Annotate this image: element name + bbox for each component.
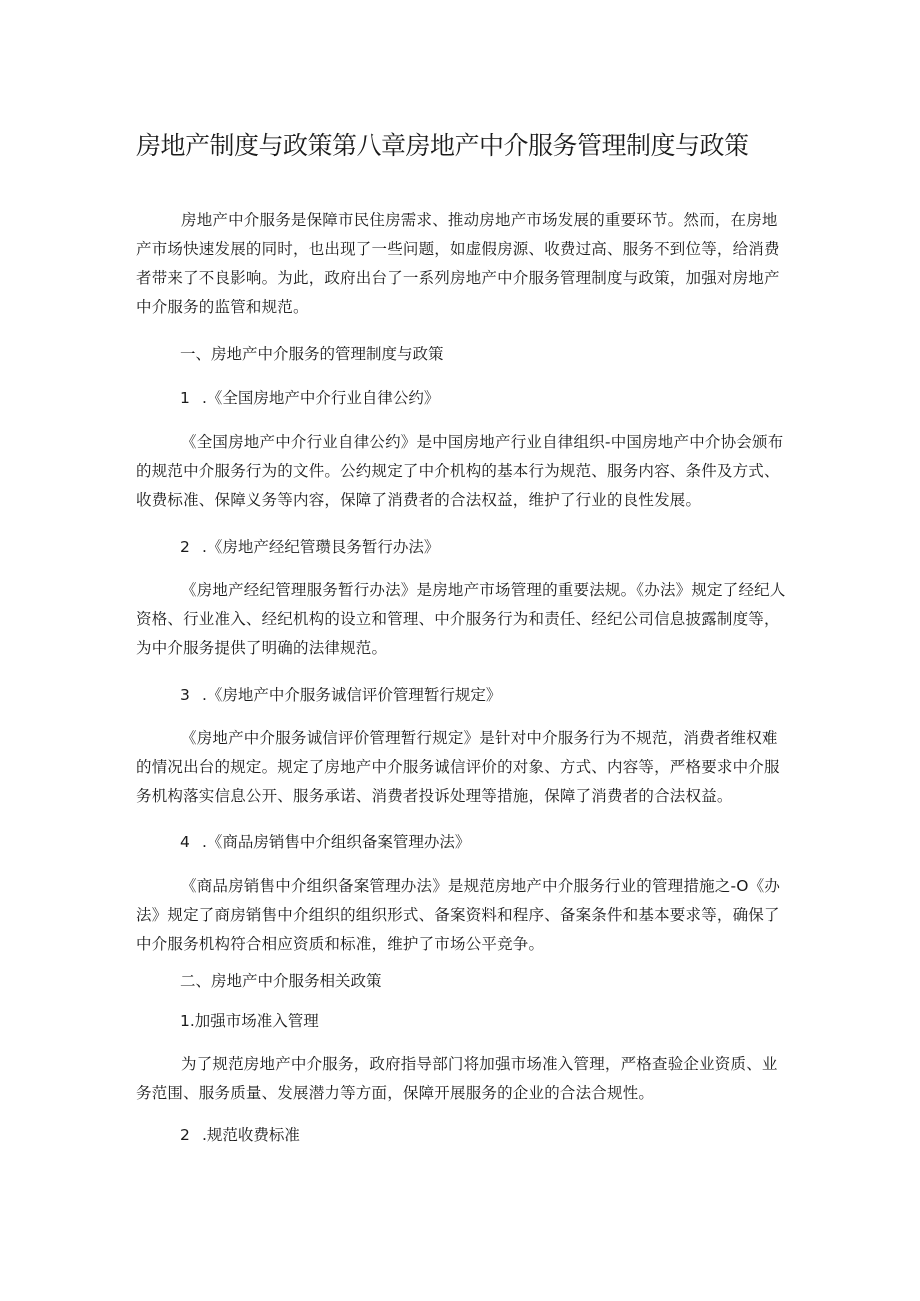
item-4-heading — [180, 828, 470, 857]
item-2-title: .《房地产经纪管瓒艮务暂行办法》 — [202, 538, 440, 556]
policy-2-heading — [180, 1121, 300, 1150]
policy-2-title: .规范收费标准 — [202, 1126, 300, 1144]
item-3-heading — [180, 681, 501, 710]
item-1-number: 1 — [180, 389, 190, 407]
policy-2-number: 2 — [180, 1126, 190, 1144]
item-3-body: 《房地产中介服务诚信评价管理暂行规定》是针对中介服务行为不规范，消费者维权难的情况出台的规定。规定了房地产中介服务诚信评价的对象、方式、内容等，严格要求中介服务机构落实信息公开、服务承诺、消费者投诉处理等措施，保障了消费者的合法权益。 — [136, 729, 780, 805]
intro-paragraph: 房地产中介服务是保障市民住房需求、推动房地产市场发展的重要环节。然而，在房地产市场快速发展的同时，也出现了一些问题，如虚假房源、收费过高、服务不到位等，给消费者带来了不良影响。为此，政府出台了一系列房地产中介服务管理制度与政策，加强对房地产中介服务的监管和规范。 — [136, 211, 780, 316]
item-4-title: .《商品房销售中介组织备案管理办法》 — [202, 833, 471, 851]
item-1-heading — [180, 384, 439, 413]
item-4-body: 《商品房销售中介组织备案管理办法》是规范房地产中介服务行业的管理措施之-O《办法》规定了商房销售中介组织的组织形式、备案资料和程序、备案条件和基本要求等，确保了中介服务机构符合相应资质和标准，维护了市场公平竞争。 — [136, 877, 781, 953]
document-title: 房地产制度与政策第八章房地产中介服务管理制度与政策 — [136, 131, 749, 160]
item-2-body: 《房地产经纪管理服务暂行办法》是房地产市场管理的重要法规。《办法》规定了经纪人资格、行业准入、经纪机构的设立和管理、中介服务行为和责任、经纪公司信息披露制度等，为中介服务提供了明确的法律规范。 — [136, 581, 786, 657]
policy-1-body: 为了规范房地产中介服务，政府指导部门将加强市场准入管理，严格查验企业资质、业务范围、服务质量、发展潜力等方面，保障开展服务的企业的合法合规性。 — [136, 1055, 778, 1102]
item-4-number: 4 — [180, 833, 190, 851]
item-1-title: .《全国房地产中介行业自律公约》 — [202, 389, 440, 407]
section-1-heading: 一、房地产中介服务的管理制度与政策 — [180, 345, 444, 363]
item-3-title: .《房地产中介服务诚信评价管理暂行规定》 — [202, 686, 502, 704]
policy-1-title: 1.加强市场准入管理 — [180, 1012, 319, 1030]
item-2-heading — [180, 533, 439, 562]
item-1-body: 《全国房地产中介行业自律公约》是中国房地产行业自律组织-中国房地产中介协会颁布的规范中介服务行为的文件。公约规定了中介机构的基本行为规范、服务内容、条件及方式、收费标准、保障义务等内容，保障了消费者的合法权益，维护了行业的良性发展。 — [136, 433, 784, 509]
item-2-number: 2 — [180, 538, 190, 556]
section-2-heading: 二、房地产中介服务相关政策 — [180, 972, 382, 990]
item-3-number: 3 — [180, 686, 190, 704]
